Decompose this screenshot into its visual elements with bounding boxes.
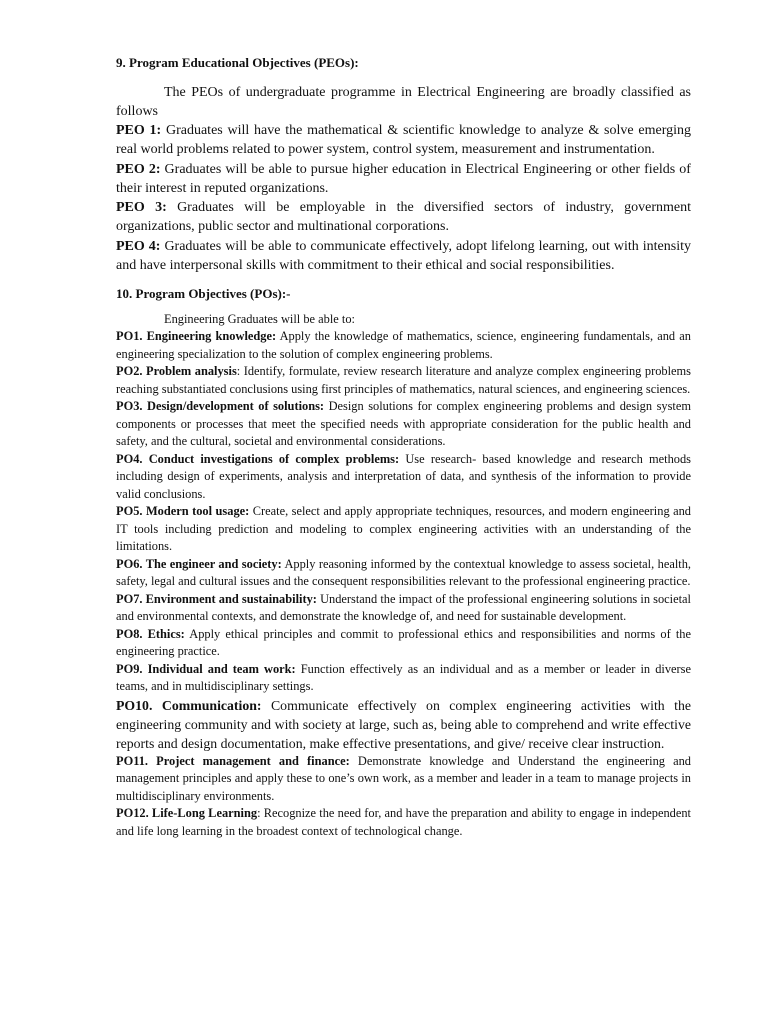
- po-11-label: PO11. Project management and finance:: [116, 753, 350, 768]
- peo-4: [116, 237, 691, 276]
- po-5: [116, 503, 691, 556]
- peo-1: [116, 121, 691, 160]
- po-8: [116, 626, 691, 661]
- po-1-text: Apply the knowledge of mathematics, science, engineering fundamentals, and an engineering specialization to the solution of complex engineering problems.: [116, 329, 691, 361]
- po-3-text: Design solutions for complex engineering problems and design system components or processes that meet the specified needs with appropriate consideration for the public health and safety, and the cultural, societal and environmental considerations.: [116, 399, 691, 449]
- po-10-label: PO10. Communication:: [116, 697, 262, 713]
- po-10: [116, 696, 691, 753]
- po-intro: Engineering Graduates will be able to:: [164, 312, 355, 327]
- po-12: [116, 805, 691, 840]
- po-6-text: Apply reasoning informed by the contextual knowledge to assess societal, health, safety, legal and cultural issues and the consequent responsibilities relevant to the professional engineering practice.: [116, 556, 692, 589]
- po-3: [116, 398, 691, 451]
- peo-4-text: Graduates will be able to communicate effectively, adopt lifelong learning, out with intensity and have interpersonal skills with commitment to their ethical and social responsibilities.: [116, 238, 691, 274]
- po-4-label: PO4. Conduct investigations of complex problems:: [116, 451, 400, 466]
- section-10-heading: 10. Program Objectives (POs):-: [116, 286, 291, 302]
- po-8-text: Apply ethical principles and commit to professional ethics and responsibilities and norms of the engineering practice.: [116, 626, 691, 659]
- peo-3-text: Graduates will be employable in the diversified sectors of industry, government organizations, public sector and multinational corporations.: [116, 200, 691, 235]
- po-7-text: Understand the impact of the professional engineering solutions in societal and environmental contexts, and demonstrate the knowledge of, and need for sustainable development.: [116, 591, 691, 624]
- po-8-label: PO8. Ethics:: [116, 626, 185, 641]
- peo-3: [116, 198, 691, 237]
- po-9-label: PO9. Individual and team work:: [116, 661, 296, 676]
- peo-2: [116, 160, 691, 199]
- po-9: [116, 661, 691, 696]
- peo-3-label: PEO 3:: [116, 200, 167, 216]
- po-6-label: PO6. The engineer and society:: [116, 556, 282, 571]
- po-11: [116, 753, 691, 806]
- po-12-text: : Recognize the need for, and have the preparation and ability to engage in independent and life long learning in the broadest context of technological change.: [116, 806, 691, 838]
- po-7: [116, 591, 691, 626]
- po-6: [116, 556, 691, 591]
- peo-intro: The PEOs of undergraduate programme in Electrical Engineering are broadly classified as follows: [116, 85, 691, 119]
- po-1: [116, 328, 691, 363]
- po-7-label: PO7. Environment and sustainability:: [116, 591, 317, 606]
- po-12-label: PO12. Life-Long Learning: [116, 806, 258, 821]
- po-3-label: PO3. Design/development of solutions:: [116, 399, 325, 414]
- po-1-label: PO1. Engineering knowledge:: [116, 329, 277, 344]
- section-9-heading: 9. Program Educational Objectives (PEOs):: [116, 55, 359, 70]
- po-11-text: Demonstrate knowledge and Understand the engineering and management principles and apply these to one’s own work, as a member and leader in a team to manage projects in multidisciplinary environments.: [116, 753, 691, 803]
- po-4: [116, 451, 691, 504]
- peo-2-text: Graduates will be able to pursue higher education in Electrical Engineering or other fields of their interest in reputed organizations.: [116, 161, 691, 196]
- peo-1-label: PEO 1:: [116, 123, 162, 138]
- po-5-text: Create, select and apply appropriate techniques, resources, and modern engineering and IT tools including prediction and modeling to complex engineering activities with an understanding of the limitations.: [116, 504, 691, 554]
- po-2-label: PO2. Problem analysis: [116, 364, 237, 379]
- po-4-text: Use research- based knowledge and research methods including design of experiments, analysis and interpretation of data, and synthesis of the information to provide valid conclusions.: [116, 451, 691, 501]
- po-10-text: Communicate effectively on complex engineering activities with the engineering community and with society at large, such as, being able to comprehend and write effective reports and design documentation, make effective presentations, and give/ receive clear instruction.: [116, 697, 691, 751]
- po-9-text: Function effectively as an individual and as a member or leader in diverse teams, and in multidisciplinary settings.: [116, 661, 691, 694]
- peo-1-text: Graduates will have the mathematical & scientific knowledge to analyze & solve emerging real world problems related to power system, control system, measurement and instrumentation.: [116, 123, 691, 158]
- po-2: [116, 363, 691, 398]
- po-5-label: PO5. Modern tool usage:: [116, 504, 250, 519]
- po-2-text: : Identify, formulate, review research literature and analyze complex engineering problems reaching substantiated conclusions using first principles of mathematics, natural sciences, and engineering sciences.: [116, 364, 691, 396]
- peo-2-label: PEO 2:: [116, 161, 161, 177]
- peo-4-label: PEO 4:: [116, 238, 161, 254]
